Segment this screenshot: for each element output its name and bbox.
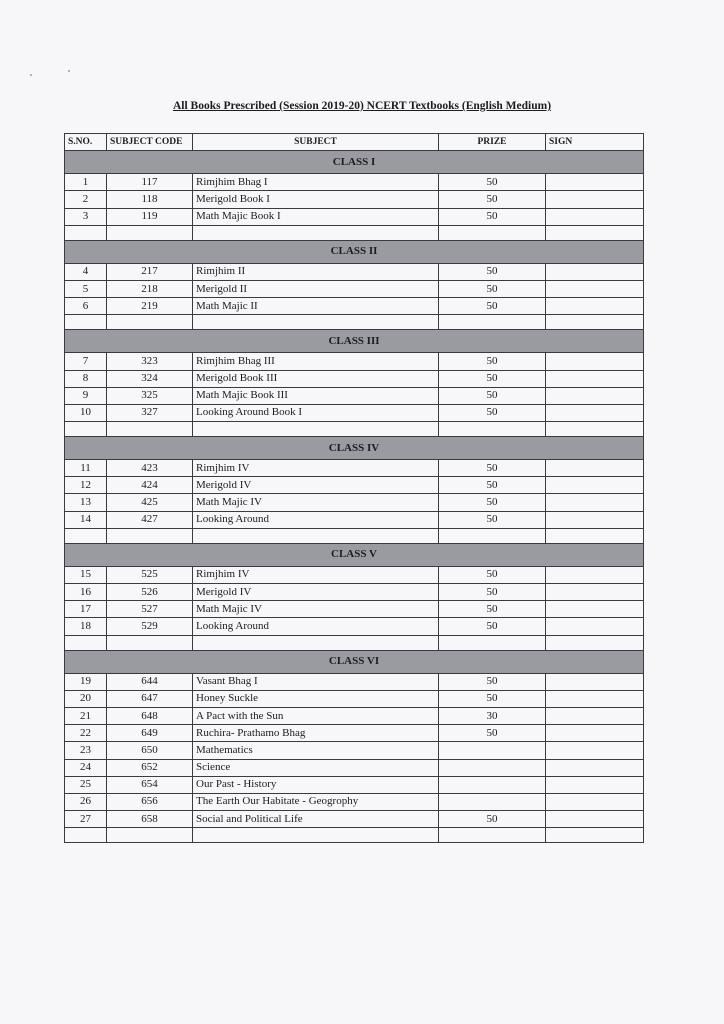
cell-prize: 30	[439, 707, 546, 724]
blank-cell	[107, 225, 193, 240]
column-header-subject-code: SUBJECT CODE	[107, 134, 193, 151]
cell-sno: 16	[65, 584, 107, 601]
cell-subject-code: 649	[107, 725, 193, 742]
cell-subject: Looking Around	[193, 511, 439, 528]
cell-subject: Merigold IV	[193, 584, 439, 601]
cell-sign	[546, 511, 644, 528]
cell-prize	[439, 742, 546, 759]
cell-subject: Science	[193, 759, 439, 776]
table-row	[65, 370, 644, 387]
cell-sno: 25	[65, 776, 107, 793]
class-section-header	[65, 240, 644, 263]
cell-sno: 11	[65, 460, 107, 477]
cell-sign	[546, 460, 644, 477]
cell-sign	[546, 298, 644, 315]
cell-sign	[546, 208, 644, 225]
blank-row	[65, 635, 644, 650]
cell-subject-code: 424	[107, 477, 193, 494]
cell-subject: Math Majic IV	[193, 601, 439, 618]
class-section-header	[65, 543, 644, 566]
cell-sign	[546, 263, 644, 280]
blank-row	[65, 225, 644, 240]
column-header-subject: SUBJECT	[193, 134, 439, 151]
blank-cell	[439, 315, 546, 330]
table-row	[65, 811, 644, 828]
table-row	[65, 742, 644, 759]
blank-cell	[107, 635, 193, 650]
blank-row	[65, 828, 644, 843]
cell-subject-code: 658	[107, 811, 193, 828]
document-title: All Books Prescribed (Session 2019-20) NCERT Textbooks (English Medium)	[172, 100, 552, 112]
cell-sign	[546, 690, 644, 707]
cell-sno: 3	[65, 208, 107, 225]
blank-cell	[546, 315, 644, 330]
table-row	[65, 584, 644, 601]
cell-subject-code: 644	[107, 673, 193, 690]
cell-prize: 50	[439, 353, 546, 370]
cell-sno: 12	[65, 477, 107, 494]
table-row	[65, 191, 644, 208]
blank-cell	[193, 422, 439, 437]
cell-sign	[546, 618, 644, 635]
cell-subject-code: 526	[107, 584, 193, 601]
class-section-title: CLASS II	[65, 240, 644, 263]
cell-prize: 50	[439, 566, 546, 583]
cell-sno: 2	[65, 191, 107, 208]
cell-prize: 50	[439, 690, 546, 707]
class-section-header	[65, 151, 644, 174]
cell-subject-code: 117	[107, 174, 193, 191]
table-row	[65, 280, 644, 297]
class-section-header	[65, 330, 644, 353]
cell-prize: 50	[439, 511, 546, 528]
class-section-title: CLASS III	[65, 330, 644, 353]
cell-sign	[546, 494, 644, 511]
table-row	[65, 208, 644, 225]
cell-subject-code: 525	[107, 566, 193, 583]
cell-subject: Looking Around Book I	[193, 404, 439, 421]
cell-subject: Looking Around	[193, 618, 439, 635]
table-row	[65, 494, 644, 511]
blank-row	[65, 315, 644, 330]
class-section-header	[65, 437, 644, 460]
cell-prize	[439, 793, 546, 810]
cell-sign	[546, 404, 644, 421]
table-row	[65, 353, 644, 370]
cell-subject-code: 219	[107, 298, 193, 315]
cell-prize: 50	[439, 601, 546, 618]
class-section-header	[65, 650, 644, 673]
cell-subject: Math Majic II	[193, 298, 439, 315]
table-row	[65, 793, 644, 810]
cell-subject-code: 527	[107, 601, 193, 618]
cell-sno: 24	[65, 759, 107, 776]
cell-subject-code: 425	[107, 494, 193, 511]
blank-cell	[65, 422, 107, 437]
cell-prize: 50	[439, 811, 546, 828]
cell-prize	[439, 776, 546, 793]
blank-cell	[439, 528, 546, 543]
table-header-row	[65, 134, 644, 151]
cell-subject-code: 650	[107, 742, 193, 759]
cell-sno: 9	[65, 387, 107, 404]
cell-sign	[546, 759, 644, 776]
column-header-sno: S.NO.	[65, 134, 107, 151]
blank-cell	[65, 528, 107, 543]
table-row	[65, 618, 644, 635]
table-row	[65, 511, 644, 528]
cell-sno: 21	[65, 707, 107, 724]
table-row	[65, 601, 644, 618]
cell-sno: 27	[65, 811, 107, 828]
cell-subject-code: 529	[107, 618, 193, 635]
cell-subject: A Pact with the Sun	[193, 707, 439, 724]
blank-cell	[193, 635, 439, 650]
cell-sign	[546, 191, 644, 208]
cell-subject: Merigold Book I	[193, 191, 439, 208]
cell-prize: 50	[439, 263, 546, 280]
cell-sign	[546, 280, 644, 297]
cell-subject: Math Majic Book III	[193, 387, 439, 404]
blank-cell	[546, 528, 644, 543]
blank-row	[65, 528, 644, 543]
blank-cell	[65, 635, 107, 650]
cell-subject-code: 119	[107, 208, 193, 225]
cell-prize: 50	[439, 494, 546, 511]
cell-subject: Rimjhim Bhag I	[193, 174, 439, 191]
cell-subject: Merigold II	[193, 280, 439, 297]
cell-sign	[546, 673, 644, 690]
cell-prize: 50	[439, 298, 546, 315]
cell-subject: Vasant Bhag I	[193, 673, 439, 690]
blank-cell	[107, 422, 193, 437]
cell-subject: Rimjhim II	[193, 263, 439, 280]
table-row	[65, 707, 644, 724]
column-header-sign: SIGN	[546, 134, 644, 151]
cell-sign	[546, 601, 644, 618]
cell-sno: 6	[65, 298, 107, 315]
table-row	[65, 776, 644, 793]
blank-cell	[546, 422, 644, 437]
cell-prize: 50	[439, 174, 546, 191]
cell-subject-code: 652	[107, 759, 193, 776]
table-row	[65, 759, 644, 776]
cell-subject: Mathematics	[193, 742, 439, 759]
cell-subject-code: 323	[107, 353, 193, 370]
cell-subject: Merigold Book III	[193, 370, 439, 387]
cell-subject-code: 654	[107, 776, 193, 793]
cell-sno: 26	[65, 793, 107, 810]
cell-sno: 14	[65, 511, 107, 528]
class-section-title: CLASS IV	[65, 437, 644, 460]
cell-sign	[546, 793, 644, 810]
cell-sign	[546, 477, 644, 494]
table-row	[65, 566, 644, 583]
cell-subject-code: 647	[107, 690, 193, 707]
cell-subject-code: 648	[107, 707, 193, 724]
blank-cell	[65, 315, 107, 330]
cell-sign	[546, 566, 644, 583]
cell-subject: Math Majic IV	[193, 494, 439, 511]
table-row	[65, 387, 644, 404]
table-row	[65, 690, 644, 707]
blank-cell	[193, 528, 439, 543]
cell-prize: 50	[439, 280, 546, 297]
blank-cell	[65, 828, 107, 843]
cell-subject-code: 427	[107, 511, 193, 528]
blank-cell	[439, 422, 546, 437]
table-row	[65, 174, 644, 191]
cell-sign	[546, 811, 644, 828]
cell-subject: Ruchira- Prathamo Bhag	[193, 725, 439, 742]
cell-subject: Rimjhim IV	[193, 566, 439, 583]
cell-sign	[546, 742, 644, 759]
cell-sign	[546, 725, 644, 742]
cell-sign	[546, 387, 644, 404]
cell-subject-code: 656	[107, 793, 193, 810]
cell-sno: 7	[65, 353, 107, 370]
cell-subject-code: 423	[107, 460, 193, 477]
cell-prize: 50	[439, 477, 546, 494]
cell-prize: 50	[439, 460, 546, 477]
blank-cell	[107, 315, 193, 330]
cell-sno: 15	[65, 566, 107, 583]
textbook-table	[64, 133, 644, 843]
cell-sno: 8	[65, 370, 107, 387]
cell-sign	[546, 353, 644, 370]
cell-subject: Math Majic Book I	[193, 208, 439, 225]
blank-cell	[107, 828, 193, 843]
blank-cell	[193, 315, 439, 330]
cell-subject-code: 118	[107, 191, 193, 208]
cell-sno: 4	[65, 263, 107, 280]
cell-sno: 23	[65, 742, 107, 759]
cell-sign	[546, 707, 644, 724]
cell-prize: 50	[439, 208, 546, 225]
blank-cell	[546, 828, 644, 843]
cell-sign	[546, 174, 644, 191]
cell-prize: 50	[439, 387, 546, 404]
cell-subject: Our Past - History	[193, 776, 439, 793]
blank-cell	[546, 225, 644, 240]
cell-subject: Rimjhim IV	[193, 460, 439, 477]
column-header-prize: PRIZE	[439, 134, 546, 151]
cell-subject-code: 324	[107, 370, 193, 387]
cell-prize: 50	[439, 191, 546, 208]
blank-cell	[439, 225, 546, 240]
table-row	[65, 460, 644, 477]
cell-prize: 50	[439, 370, 546, 387]
cell-prize: 50	[439, 584, 546, 601]
cell-subject: The Earth Our Habitate - Geogrophy	[193, 793, 439, 810]
cell-sign	[546, 584, 644, 601]
table-row	[65, 404, 644, 421]
blank-cell	[439, 828, 546, 843]
blank-cell	[193, 225, 439, 240]
scan-speck	[30, 74, 32, 76]
blank-cell	[65, 225, 107, 240]
table-row	[65, 673, 644, 690]
cell-subject-code: 325	[107, 387, 193, 404]
table-row	[65, 477, 644, 494]
blank-cell	[439, 635, 546, 650]
blank-cell	[107, 528, 193, 543]
table-row	[65, 725, 644, 742]
cell-sno: 17	[65, 601, 107, 618]
cell-sno: 13	[65, 494, 107, 511]
cell-subject: Honey Suckle	[193, 690, 439, 707]
cell-prize	[439, 759, 546, 776]
blank-row	[65, 422, 644, 437]
blank-cell	[193, 828, 439, 843]
table-row	[65, 298, 644, 315]
cell-sno: 19	[65, 673, 107, 690]
scan-speck	[68, 70, 70, 72]
cell-subject: Rimjhim Bhag III	[193, 353, 439, 370]
table-row	[65, 263, 644, 280]
cell-sign	[546, 370, 644, 387]
class-section-title: CLASS V	[65, 543, 644, 566]
cell-prize: 50	[439, 618, 546, 635]
cell-subject-code: 218	[107, 280, 193, 297]
blank-cell	[546, 635, 644, 650]
cell-sign	[546, 776, 644, 793]
cell-sno: 18	[65, 618, 107, 635]
cell-subject: Social and Political Life	[193, 811, 439, 828]
cell-subject: Merigold IV	[193, 477, 439, 494]
cell-sno: 5	[65, 280, 107, 297]
cell-sno: 22	[65, 725, 107, 742]
cell-prize: 50	[439, 673, 546, 690]
class-section-title: CLASS VI	[65, 650, 644, 673]
cell-prize: 50	[439, 404, 546, 421]
cell-sno: 1	[65, 174, 107, 191]
cell-sno: 10	[65, 404, 107, 421]
class-section-title: CLASS I	[65, 151, 644, 174]
cell-sno: 20	[65, 690, 107, 707]
cell-subject-code: 217	[107, 263, 193, 280]
cell-subject-code: 327	[107, 404, 193, 421]
cell-prize: 50	[439, 725, 546, 742]
